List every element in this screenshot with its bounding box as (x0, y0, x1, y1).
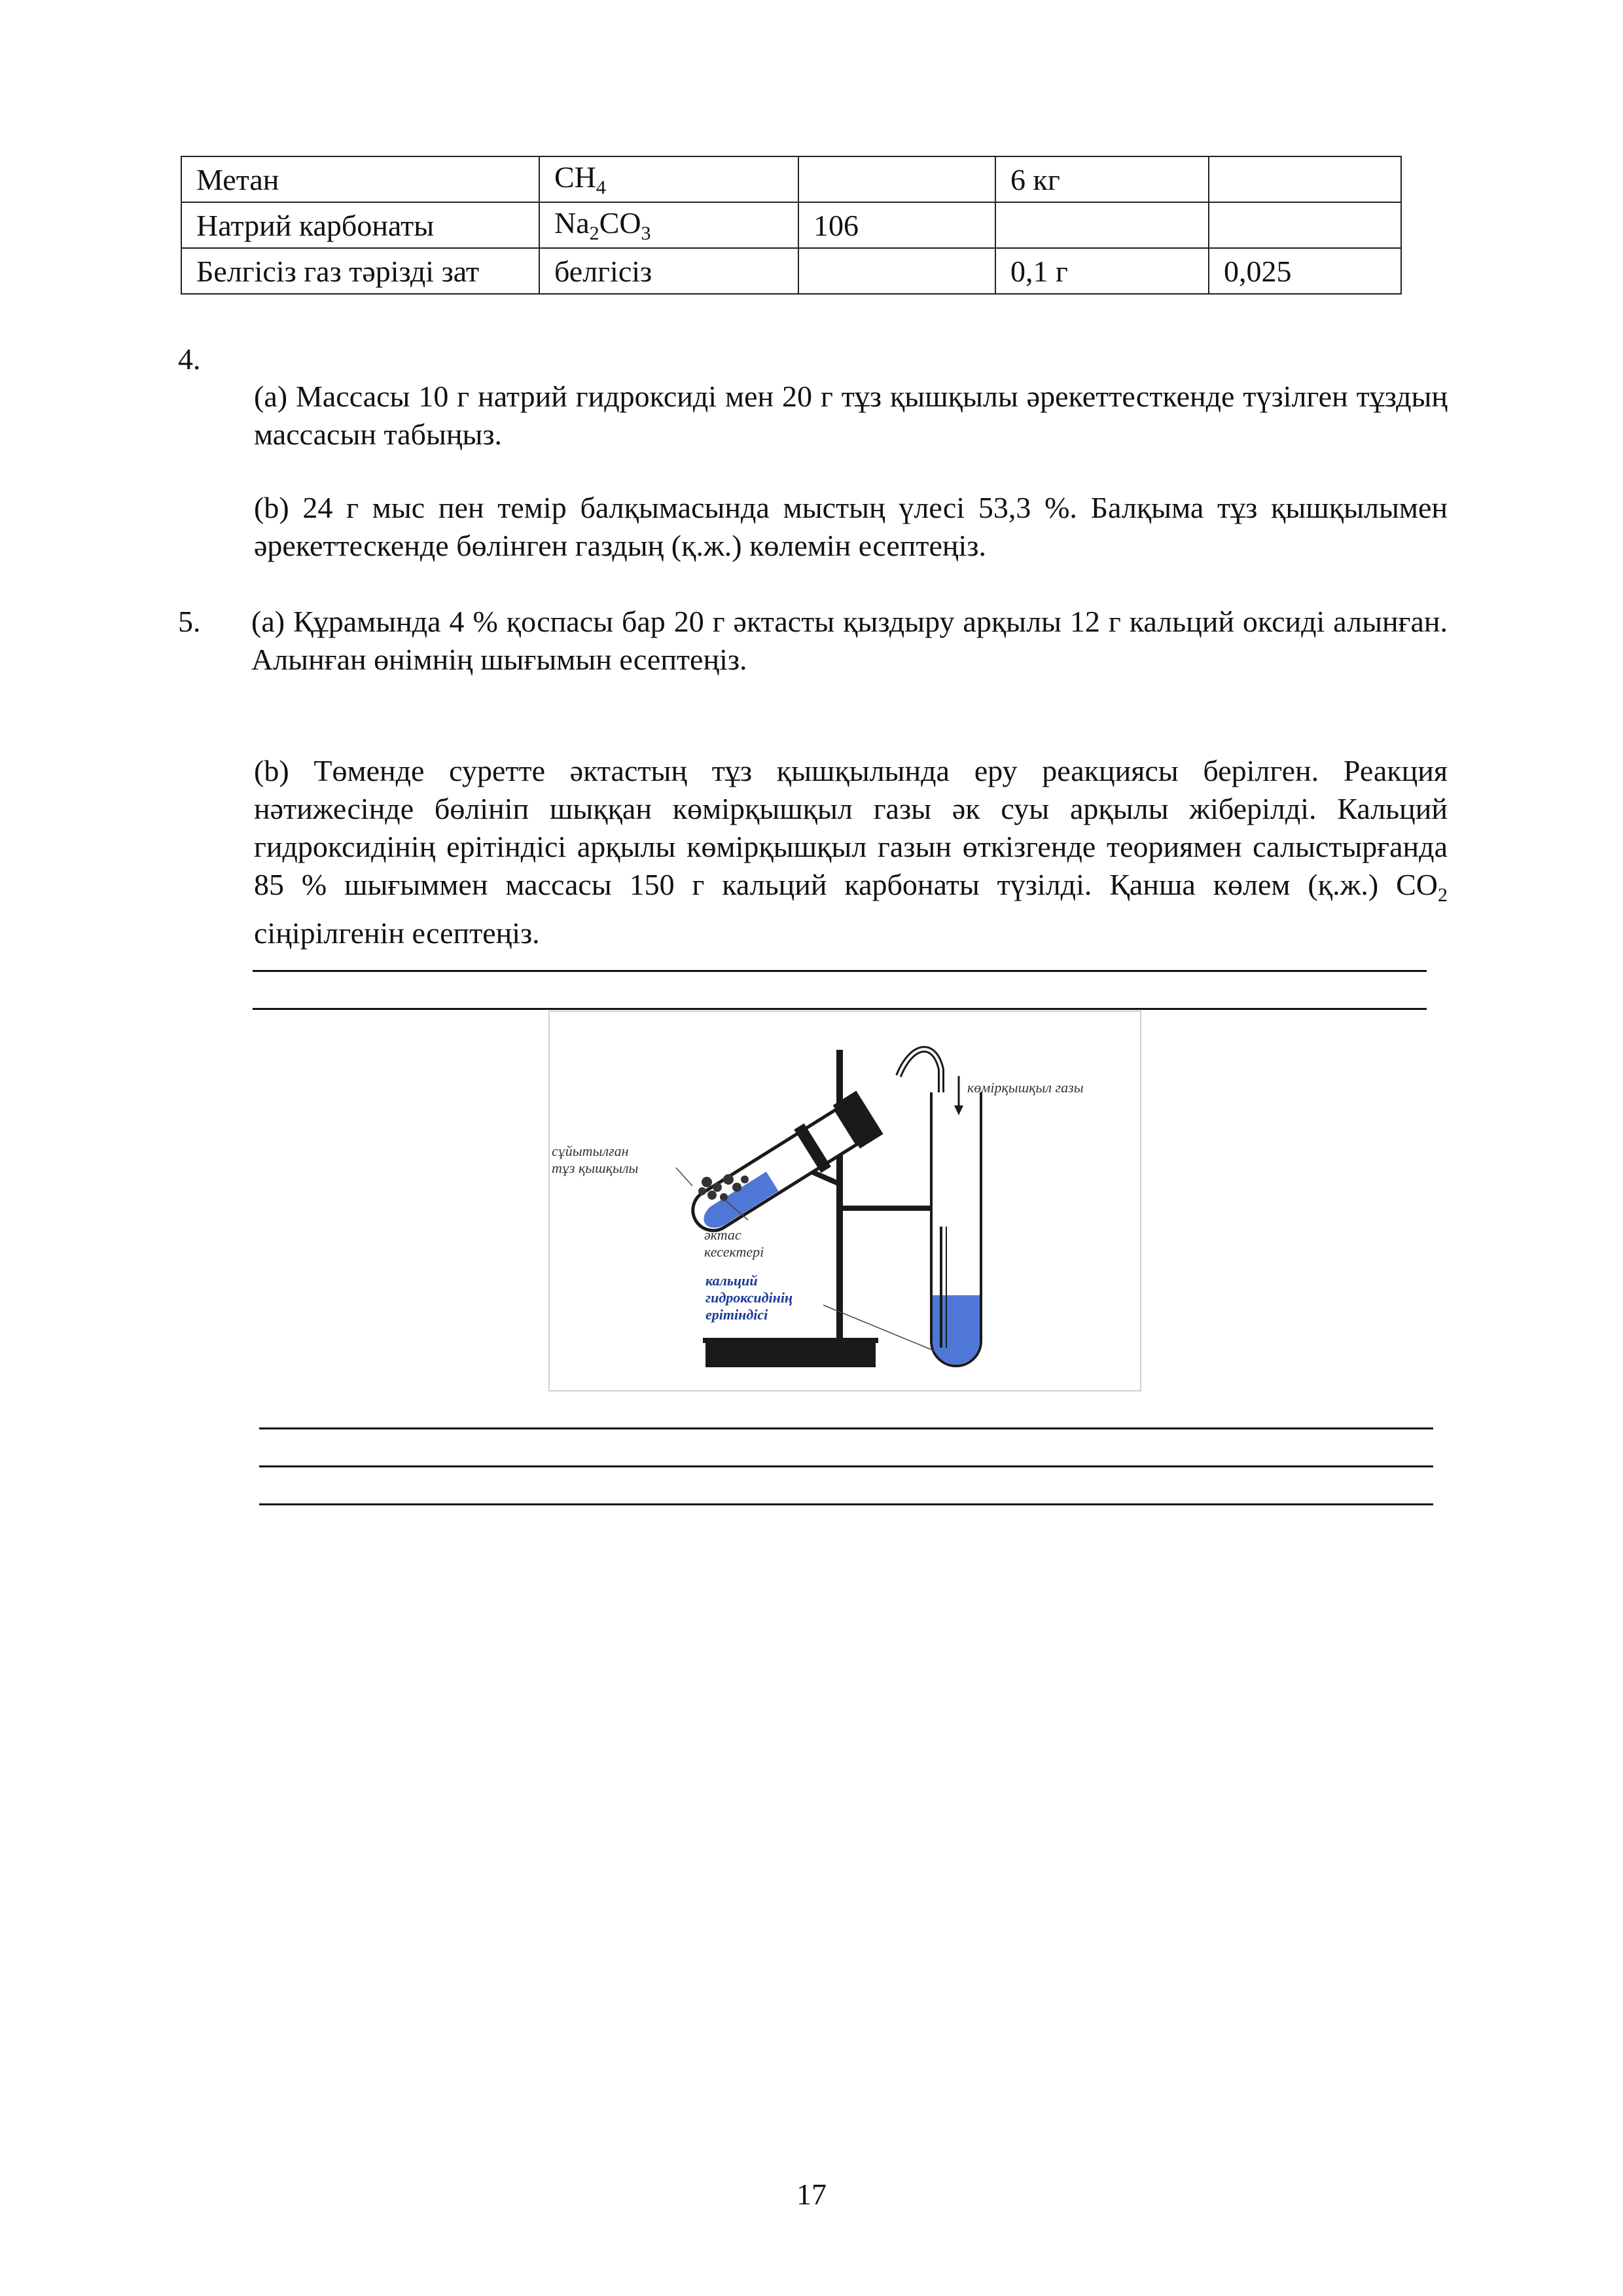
answer-line (253, 1008, 1427, 1010)
question-5-number: 5. (178, 605, 201, 638)
table-cell (798, 248, 995, 294)
table-row (181, 156, 1401, 202)
table-cell: $Na_2CO_3$ (539, 202, 798, 248)
table-cell: $CH_4$ (539, 156, 798, 202)
question-4b: (b) 24 г мыс пен темір балқымасында мыстың үлесі 53,3 %. Балқыма тұз қышқылымен әрекеттескенде бөлінген газдың (қ.ж.) көлемін есептеңіз. (254, 491, 1448, 562)
answer-line (259, 1427, 1433, 1429)
table-cell (1209, 156, 1401, 202)
label-solution: гидроксидінің (705, 1289, 793, 1306)
question-5a: (a) Құрамында 4 % қоспасы бар 20 г әктасты қыздыру арқылы 12 г кальций оксиді алынған. Алынған өнімнің шығымын есептеңіз. (251, 605, 1448, 676)
question-4-number: 4. (178, 342, 201, 376)
label-solution: кальций (705, 1272, 758, 1289)
table-cell: белгісіз (539, 248, 798, 294)
answer-line (253, 970, 1427, 972)
table-row (181, 202, 1401, 248)
stand-base (705, 1341, 876, 1367)
figure-frame (549, 1011, 1141, 1391)
table-cell: Натрий карбонаты (181, 202, 539, 248)
table-cell: Метан (181, 156, 539, 202)
table-cell (798, 156, 995, 202)
table-cell: 6 кг (995, 156, 1209, 202)
answer-line (259, 1465, 1433, 1467)
label-acid: сұйытылған (552, 1143, 629, 1159)
question-4a: (a) Массасы 10 г натрий гидроксиді мен 20 г тұз қышқылы әрекеттесткенде түзілген тұздың массасын табыңыз. (254, 380, 1448, 451)
substance-table (181, 156, 1402, 295)
stand-rod (836, 1050, 843, 1341)
table-row (181, 248, 1401, 294)
table-cell: 106 (798, 202, 995, 248)
label-limestone: әктас (704, 1227, 741, 1243)
table-cell: Белгісіз газ тәрізді зат (181, 248, 539, 294)
question-5b: (b) Төменде суретте әктастың тұз қышқылында еру реакциясы берілген. Реакция нәтижесінде бөлініп шыққан көмірқышқыл газы әк суы арқылы жіберілді. Кальций гидроксидінің ерітіндісі арқылы көмірқышқыл газын өткізгенде теориямен салыстырғанда 85 % шығыммен массасы 150 г кальций карбонаты түзілді. Қанша көлем (қ.ж.) $CO_2$ сіңірілгенін есептеңіз. (254, 754, 1448, 950)
page-number: 17 (796, 2178, 827, 2211)
table-cell: 0,025 (1209, 248, 1401, 294)
apparatus-figure (548, 1011, 1141, 1391)
calcium-hydroxide-solution (933, 1295, 980, 1365)
answer-line (259, 1503, 1433, 1505)
table-cell: 0,1 г (995, 248, 1209, 294)
label-co2-gas: көмірқышқыл газы (967, 1079, 1084, 1096)
label-acid: тұз қышқылы (552, 1160, 639, 1176)
label-solution: ерітіндісі (705, 1306, 768, 1323)
table-cell (1209, 202, 1401, 248)
label-limestone: кесектері (704, 1244, 764, 1260)
table-cell (995, 202, 1209, 248)
